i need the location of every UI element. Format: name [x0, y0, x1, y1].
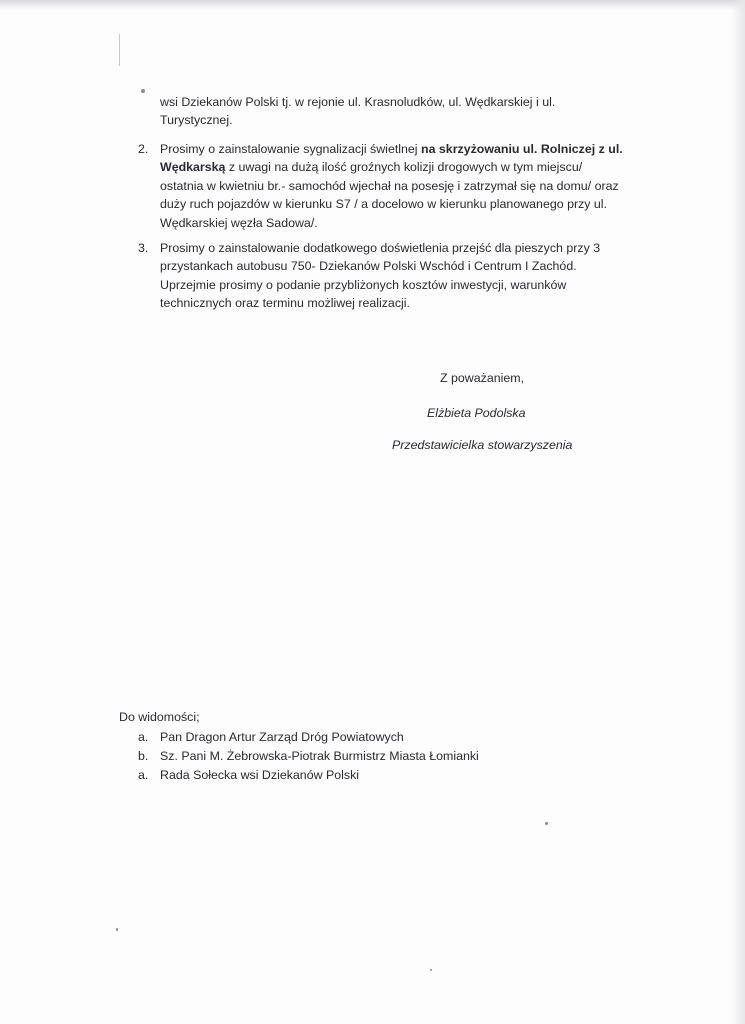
text-run: z uwagi na dużą ilość groźnych kolizji drogowych w tym miejscu/ [225, 160, 583, 175]
list-marker: a. [138, 768, 149, 782]
scan-mark [119, 34, 120, 66]
item-3-text [160, 239, 630, 313]
bold-text-run: Wędkarską [160, 160, 226, 175]
cc-recipient: Pan Dragon Artur Zarząd Dróg Powiatowych [160, 730, 404, 744]
scan-speck [116, 928, 118, 931]
text-line: wsi Dziekanów Polski tj. w rejonie ul. Krasnoludków, ul. Wędkarskiej i ul. [160, 95, 556, 109]
text-line: duży ruch pojazdów w kierunku S7 / a docelowo w kierunku planowanego przy ul. [160, 197, 608, 212]
signatory-name: Elżbieta Podolska [427, 406, 526, 420]
scan-top-shadow [0, 0, 745, 10]
bold-text-run: na skrzyżowaniu ul. Rolniczej z ul. [421, 142, 623, 156]
scan-speck [141, 89, 145, 93]
cc-recipient: Rada Sołecka wsi Dziekanów Polski [160, 768, 360, 782]
scan-speck [430, 969, 432, 971]
text-line: technicznych oraz terminu możliwej realizacji. [160, 296, 410, 311]
text-line: Prosimy o zainstalowanie dodatkowego doświetlenia przejść dla pieszych przy 3 [160, 241, 601, 255]
signatory-role: Przedstawicielka stowarzyszenia [392, 438, 573, 452]
text-line: przystankach autobusu 750- Dziekanów Polski Wschód i Centrum I Zachód. [160, 259, 577, 274]
item-2-text [160, 140, 630, 232]
scan-speck [545, 822, 548, 825]
closing-salutation: Z poważaniem, [440, 371, 525, 385]
cc-recipient: Sz. Pani M. Żebrowska-Piotrak Burmistrz Miasta Łomianki [160, 749, 479, 763]
cc-heading: Do widomości; [119, 710, 200, 724]
item-2-number: 2. [138, 142, 149, 156]
text-line [160, 158, 630, 176]
text-run: Prosimy o zainstalowanie sygnalizacji świetlnej [160, 142, 422, 156]
text-line: Uprzejmie prosimy o podanie przybliżonych kosztów inwestycji, warunków [160, 277, 567, 292]
item-3-number: 3. [138, 241, 149, 255]
text-line: Wędkarskiej węzła Sadowa/. [160, 215, 318, 230]
list-marker: b. [138, 749, 149, 763]
scan-right-shadow [731, 0, 745, 1024]
text-line: Turystycznej. [160, 113, 233, 128]
text-line: ostatnia w kwietniu br.- samochód wjechał na posesję i zatrzymał się na domu/ oraz [160, 178, 619, 193]
list-marker: a. [138, 730, 149, 744]
item-1-continuation [160, 93, 630, 130]
text-line [160, 140, 630, 158]
